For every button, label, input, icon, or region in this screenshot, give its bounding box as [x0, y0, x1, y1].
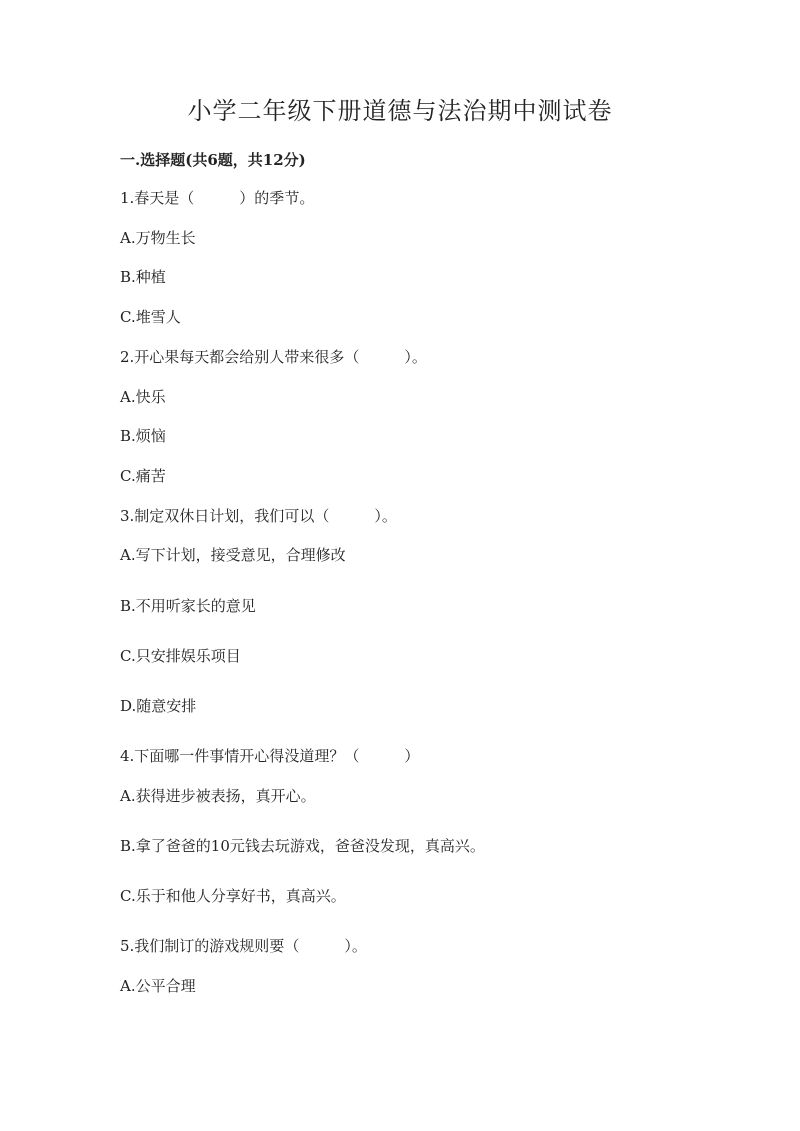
- question-2-stem: 2.开心果每天都会给别人带来很多（ ）。: [120, 348, 427, 366]
- question-5-option-a: A.公平合理: [120, 977, 196, 995]
- question-4-option-c: C.乐于和他人分享好书，真高兴。: [120, 887, 346, 905]
- question-1-stem: 1.春天是（ ）的季节。: [120, 189, 315, 207]
- question-1-option-a: A.万物生长: [120, 229, 196, 247]
- question-4-stem: 4.下面哪一件事情开心得没道理？（ ）: [120, 747, 420, 765]
- question-4-option-b: B.拿了爸爸的10元钱去玩游戏，爸爸没发现，真高兴。: [120, 837, 485, 855]
- question-5-stem: 5.我们制订的游戏规则要（ ）。: [120, 937, 367, 955]
- question-2-option-b: B.烦恼: [120, 427, 166, 445]
- question-3-stem: 3.制定双休日计划，我们可以（ ）。: [120, 507, 397, 525]
- page-title: 小学二年级下册道德与法治期中测试卷: [187, 97, 613, 125]
- question-1-option-c: C.堆雪人: [120, 308, 181, 326]
- question-3-option-a: A.写下计划，接受意见，合理修改: [120, 546, 346, 564]
- question-3-option-b: B.不用听家长的意见: [120, 597, 256, 615]
- section-heading: 一.选择题(共6题，共12分): [120, 151, 306, 169]
- question-1-option-b: B.种植: [120, 268, 166, 286]
- question-3-option-c: C.只安排娱乐项目: [120, 647, 241, 665]
- question-2-option-a: A.快乐: [120, 388, 166, 406]
- question-2-option-c: C.痛苦: [120, 467, 166, 485]
- question-4-option-a: A.获得进步被表扬，真开心。: [120, 787, 316, 805]
- question-3-option-d: D.随意安排: [120, 697, 197, 715]
